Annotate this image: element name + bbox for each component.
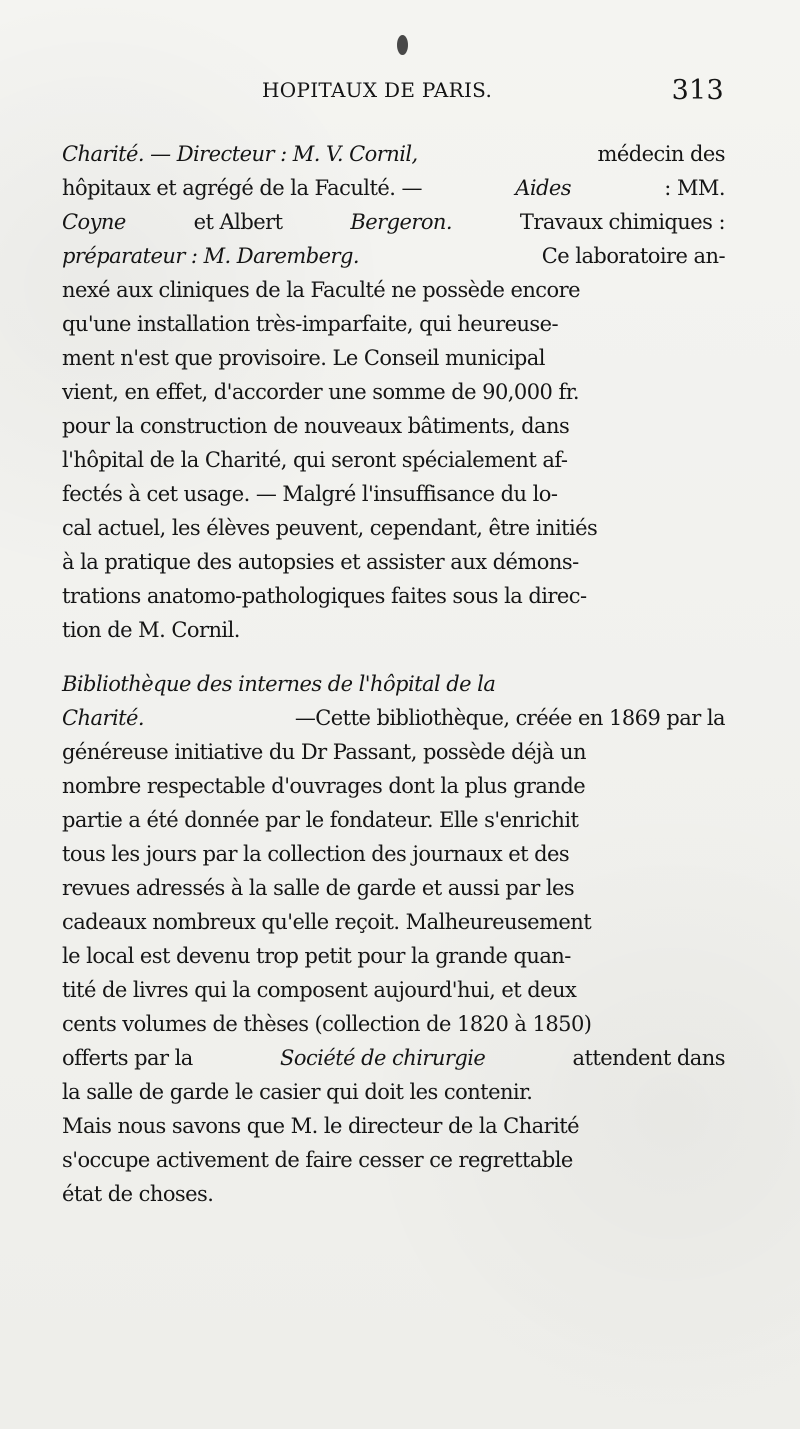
text-line — [62, 735, 725, 769]
text-line — [62, 769, 725, 803]
text-segment: qu'une installation très-imparfaite, qui heureuse- — [62, 312, 559, 336]
text-segment: Mais nous savons que M. le directeur de la Charité — [62, 1114, 580, 1138]
text-segment: cal actuel, les élèves peuvent, cependant, être initiés — [62, 516, 598, 540]
text-segment: Bergeron. — [350, 210, 453, 234]
text-segment: fectés à cet usage. — Malgré l'insuffisance du lo- — [62, 482, 558, 506]
text-segment: généreuse initiative du Dr Passant, possède déjà un — [62, 740, 586, 764]
text-segment: tous les jours par la collection des journaux et des — [62, 842, 570, 866]
text-segment: vient, en effet, d'accorder une somme de 90,000 fr. — [62, 380, 579, 404]
text-line — [62, 579, 725, 613]
running-header — [262, 75, 724, 108]
text-line — [62, 667, 725, 701]
text-segment: le local est devenu trop petit pour la grande quan- — [62, 944, 571, 968]
text-segment: hôpitaux et agrégé de la Faculté. — — [62, 176, 422, 200]
text-segment: —Cette bibliothèque, créée en 1869 par la — [294, 706, 725, 730]
text-segment: Travaux chimiques : — [519, 210, 725, 234]
paragraph — [62, 667, 725, 1211]
running-title: HOPITAUX DE PARIS. — [262, 78, 493, 102]
text-segment: cadeaux nombreux qu'elle reçoit. Malheureusement — [62, 910, 592, 934]
text-segment: revues adressés à la salle de garde et aussi par les — [62, 876, 575, 900]
text-segment: : MM. — [664, 176, 725, 200]
text-line — [62, 837, 725, 871]
text-segment: trations anatomo-pathologiques faites sous la direc- — [62, 584, 587, 608]
text-segment: Société de chirurgie — [280, 1046, 486, 1070]
text-line — [62, 137, 725, 171]
text-line — [62, 701, 725, 735]
paragraph-gap — [62, 647, 725, 667]
text-line — [62, 477, 725, 511]
text-line — [62, 409, 725, 443]
text-segment: Charité. — [62, 706, 145, 730]
text-line — [62, 1041, 725, 1075]
text-line — [62, 613, 725, 647]
text-segment: partie a été donnée par le fondateur. Elle s'enrichit — [62, 808, 579, 832]
text-segment: et Albert — [193, 210, 283, 234]
text-segment: pour la construction de nouveaux bâtiments, dans — [62, 414, 570, 438]
text-segment: médecin des — [597, 142, 725, 166]
text-line — [62, 1177, 725, 1211]
text-line — [62, 511, 725, 545]
text-segment: la salle de garde le casier qui doit les contenir. — [62, 1080, 533, 1104]
text-line — [62, 307, 725, 341]
text-line — [62, 905, 725, 939]
text-segment: à la pratique des autopsies et assister aux démons- — [62, 550, 579, 574]
text-line — [62, 273, 725, 307]
text-line — [62, 443, 725, 477]
text-segment: ment n'est que provisoire. Le Conseil municipal — [62, 346, 545, 370]
text-line — [62, 803, 725, 837]
text-segment: s'occupe activement de faire cesser ce regrettable — [62, 1148, 573, 1172]
page-body — [62, 137, 725, 1211]
text-line — [62, 1143, 725, 1177]
page-number: 313 — [671, 75, 724, 106]
text-segment: tité de livres qui la composent aujourd'hui, et deux — [62, 978, 577, 1002]
text-segment: Ce laboratoire an- — [541, 244, 725, 268]
text-line — [62, 871, 725, 905]
text-line — [62, 205, 725, 239]
text-line — [62, 171, 725, 205]
text-line — [62, 341, 725, 375]
text-line — [62, 973, 725, 1007]
paragraph — [62, 137, 725, 647]
text-segment: nexé aux cliniques de la Faculté ne possède encore — [62, 278, 580, 302]
text-segment: Coyne — [62, 210, 126, 234]
text-segment: cents volumes de thèses (collection de 1820 à 1850) — [62, 1012, 592, 1036]
text-segment: l'hôpital de la Charité, qui seront spécialement af- — [62, 448, 568, 472]
text-segment: offerts par la — [62, 1046, 193, 1070]
text-line — [62, 1075, 725, 1109]
text-line — [62, 1109, 725, 1143]
ink-dot — [397, 35, 408, 55]
text-segment: tion de M. Cornil. — [62, 618, 240, 642]
text-segment: attendent dans — [572, 1046, 725, 1070]
text-segment: Bibliothèque des internes de l'hôpital de la — [62, 672, 496, 696]
text-segment: nombre respectable d'ouvrages dont la plus grande — [62, 774, 586, 798]
text-line — [62, 375, 725, 409]
text-segment: Aides — [515, 176, 572, 200]
text-segment: Charité. — Directeur : M. V. Cornil, — [62, 142, 418, 166]
text-line — [62, 545, 725, 579]
text-segment: préparateur : M. Daremberg. — [62, 244, 360, 268]
text-line — [62, 1007, 725, 1041]
text-segment: état de choses. — [62, 1182, 214, 1206]
text-line — [62, 239, 725, 273]
text-line — [62, 939, 725, 973]
